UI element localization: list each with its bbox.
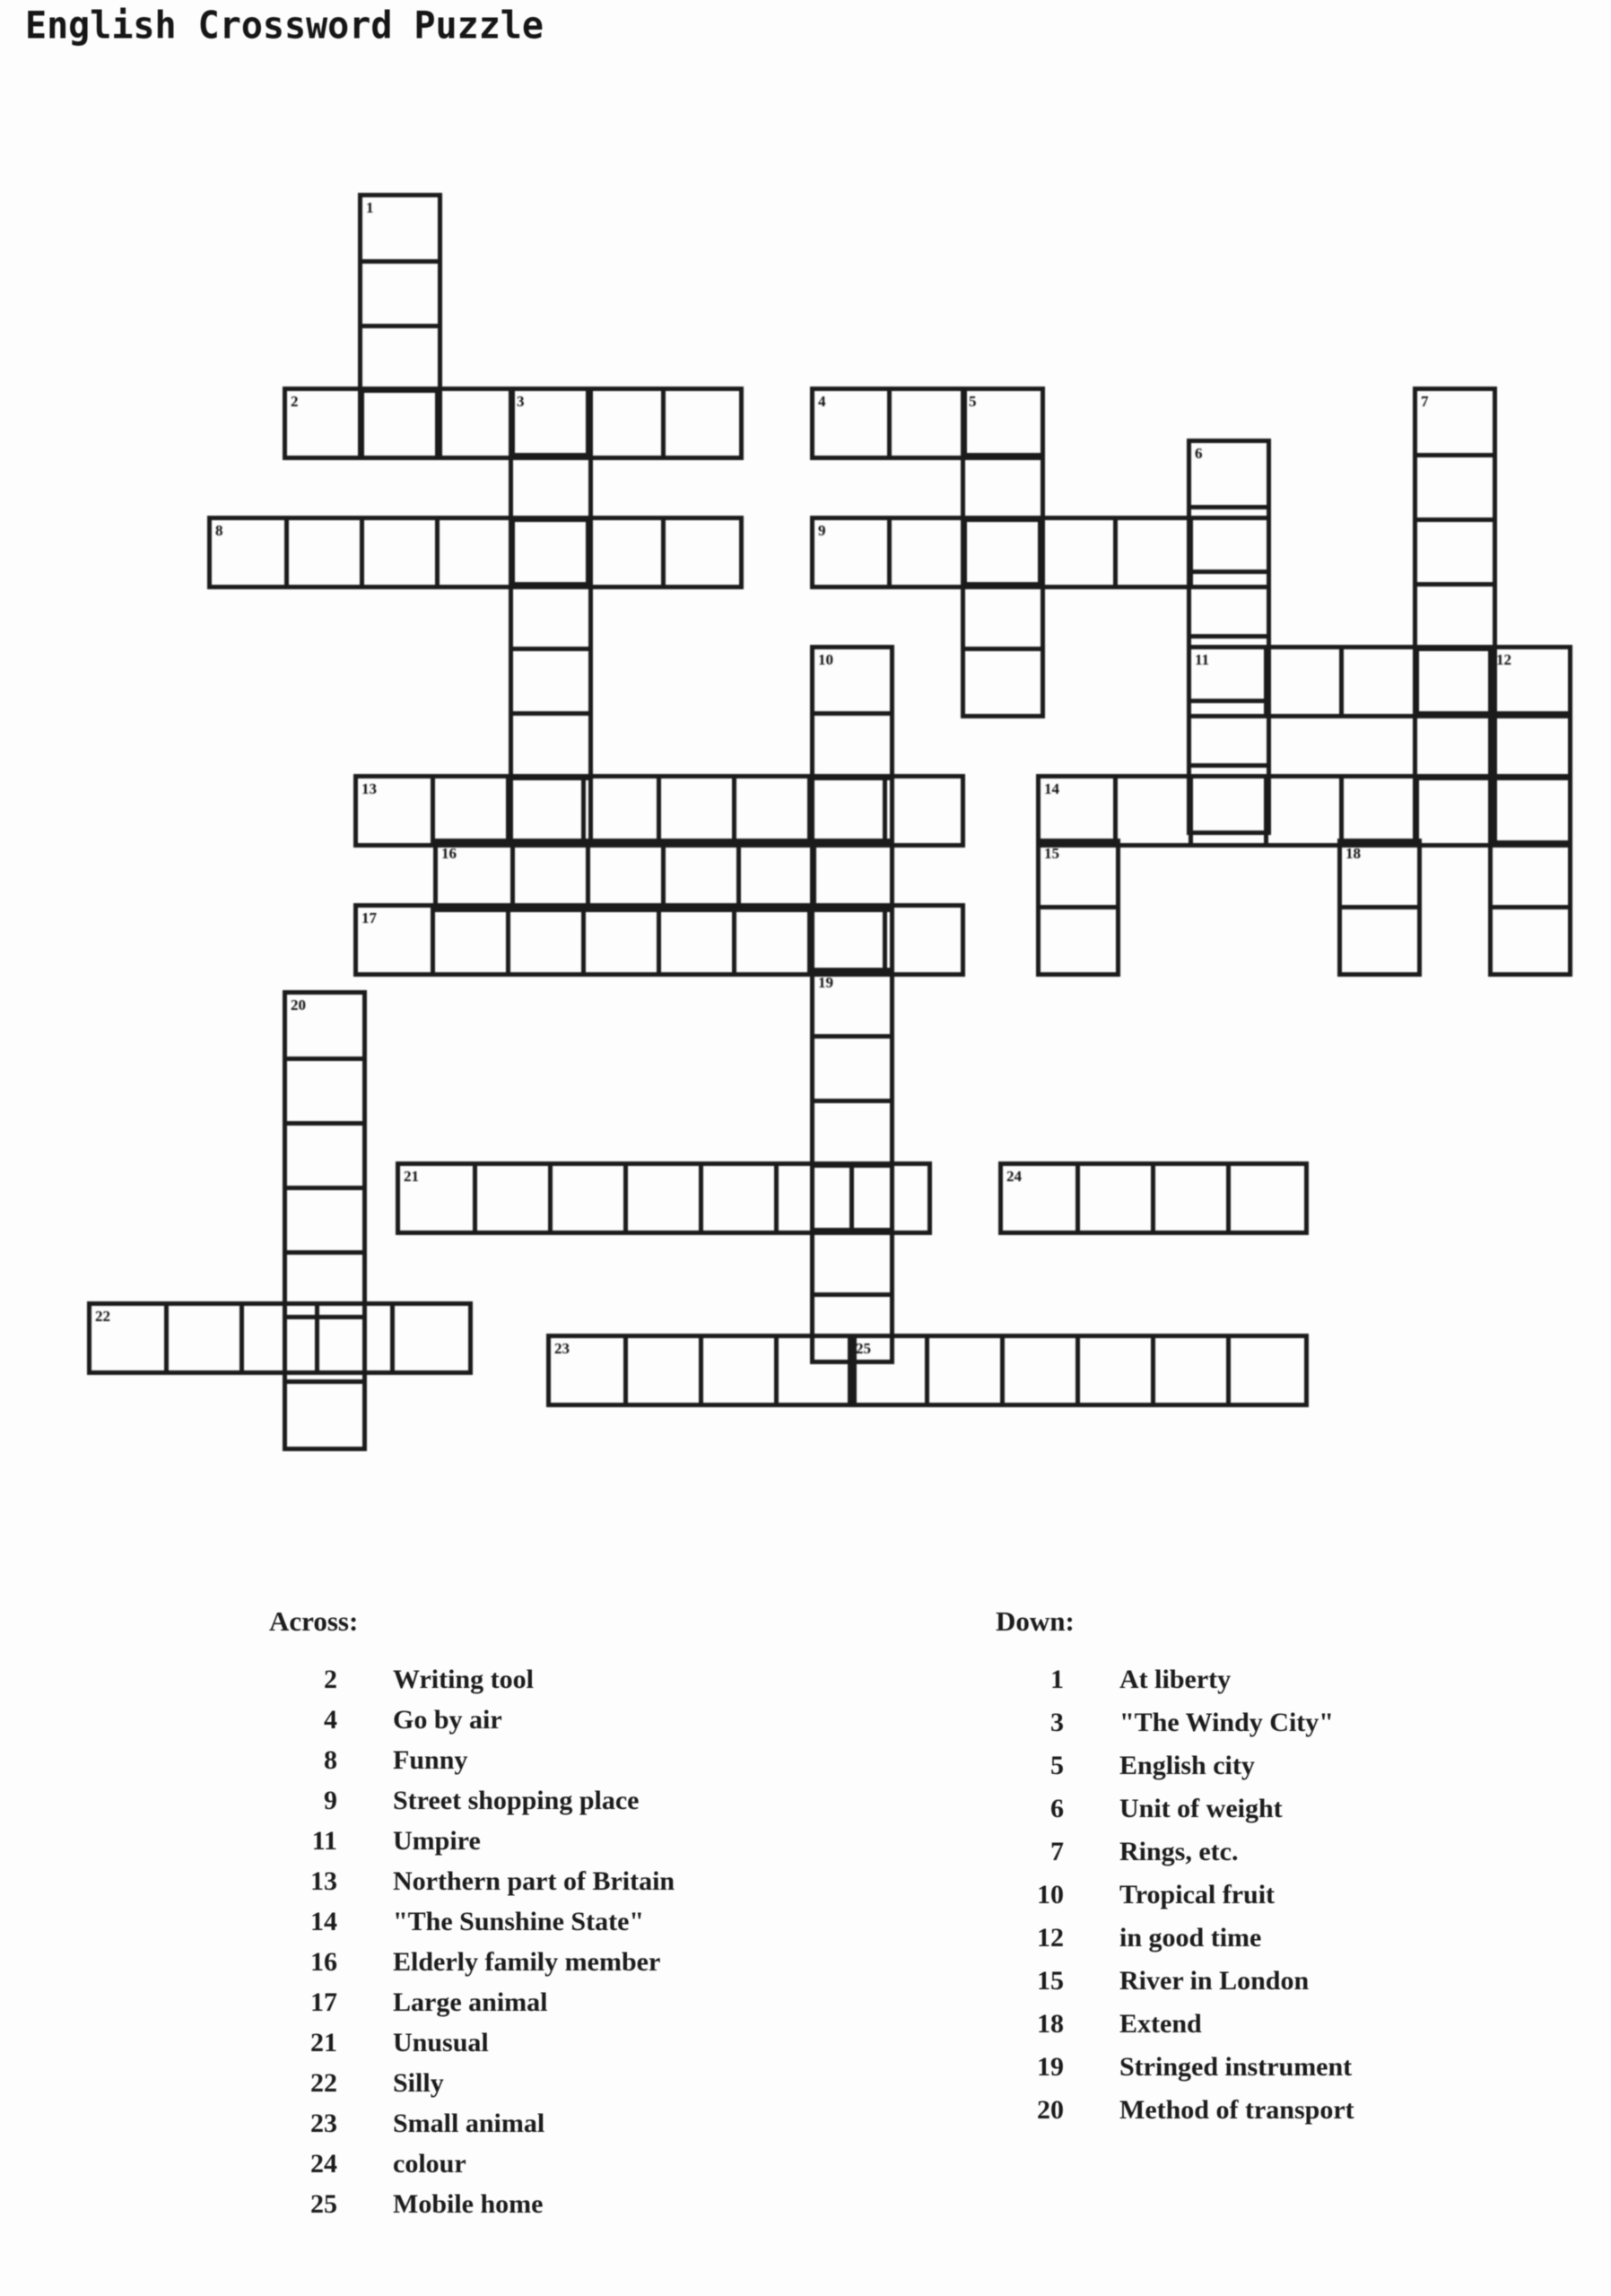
crossword-cell[interactable] [588,520,664,585]
crossword-cell[interactable] [362,391,438,456]
clue-item [269,1866,675,1907]
clue-item-text: Unit of weight [1119,1794,1283,1823]
crossword-cell[interactable] [1191,520,1267,585]
clue-item-number: 20 [1037,2095,1064,2125]
clue-item-text: "The Sunshine State" [393,1907,645,1936]
crossword-cell[interactable] [965,520,1041,585]
crossword-cell[interactable] [362,197,438,262]
clue-item-text: Go by air [393,1705,502,1735]
crossword-cell[interactable] [287,520,362,585]
grid-clue-number: 12 [1496,651,1511,668]
crossword-cell[interactable] [513,714,588,778]
crossword-cell[interactable] [1417,585,1493,649]
answer-run-16 [433,839,894,912]
clue-item [996,2009,1354,2052]
clue-item-number: 9 [324,1786,337,1815]
clue-item-number: 8 [324,1745,337,1775]
clue-item [996,2095,1354,2138]
crossword-cell[interactable] [885,778,961,843]
grid-clue-number: 23 [554,1340,570,1357]
clue-item [996,1751,1354,1794]
crossword-cell[interactable] [1267,649,1342,714]
across-clue-list [269,1665,675,2230]
clue-item-text: in good time [1119,1923,1262,1952]
clue-item [269,2068,675,2109]
clue-item [996,1665,1354,1708]
clue-item-text: Elderly family member [393,1947,661,1977]
crossword-cell[interactable] [212,520,287,585]
crossword-cell[interactable] [1229,1166,1304,1231]
clue-item-number: 25 [310,2189,337,2219]
grid-clue-number: 17 [361,909,377,926]
crossword-cell[interactable] [739,843,814,908]
clue-item [269,2109,675,2149]
grid-clue-number: 7 [1421,393,1429,410]
crossword-cell[interactable] [701,1338,777,1403]
clue-item-number: 6 [1050,1794,1064,1823]
clue-item [996,1880,1354,1923]
crossword-cell[interactable] [1417,520,1493,585]
clue-item-text: English city [1119,1751,1255,1780]
crossword-cell[interactable] [362,326,438,391]
crossword-cell[interactable] [1417,778,1493,843]
crossword-cell[interactable] [852,1166,927,1231]
clue-item-text: Method of transport [1119,2095,1354,2125]
clue-item-number: 24 [310,2149,337,2179]
clue-item-text: Extend [1119,2009,1202,2039]
crossword-cell[interactable] [814,520,890,585]
crossword-cell[interactable] [513,585,588,649]
crossword-cell[interactable] [1493,714,1568,778]
crossword-cell[interactable] [1191,443,1267,508]
crossword-cell[interactable] [1154,1338,1229,1403]
grid-clue-number: 11 [1195,651,1210,668]
grid-clue-number: 3 [517,393,525,410]
crossword-cell[interactable] [588,843,664,908]
clue-item [996,2052,1354,2095]
crossword-cell[interactable] [1041,908,1116,972]
crossword-cell[interactable] [814,1037,890,1101]
crossword-cell[interactable] [1267,778,1342,843]
crossword-cell[interactable] [659,778,735,843]
answer-run-8 [207,516,744,589]
clue-item-number: 10 [1037,1880,1064,1909]
clue-item [269,1705,675,1745]
crossword-cell[interactable] [965,391,1041,456]
clue-item-number: 19 [1037,2052,1064,2082]
answer-run-18 [1337,839,1422,977]
clue-item-number: 23 [310,2109,337,2138]
across-header: Across: [269,1605,359,1637]
crossword-cell[interactable] [1342,908,1417,972]
across-clues-section [269,1605,675,2230]
clue-item-text: Small animal [393,2109,545,2138]
clue-item [269,2189,675,2230]
clue-item [269,1665,675,1705]
grid-clue-number: 13 [361,780,377,797]
clue-item-number: 14 [310,1907,337,1936]
crossword-cell[interactable] [1342,778,1417,843]
crossword-cell[interactable] [626,1338,701,1403]
grid-clue-number: 21 [404,1168,419,1185]
grid-clue-number: 24 [1006,1168,1022,1185]
answer-run-21 [396,1161,932,1235]
crossword-cell[interactable] [1493,843,1568,908]
clue-item-text: Rings, etc. [1119,1837,1239,1866]
crossword-cell[interactable] [1417,456,1493,520]
crossword-cell[interactable] [890,391,965,456]
crossword-cell[interactable] [438,391,513,456]
grid-clue-number: 25 [856,1340,871,1357]
crossword-cell[interactable] [584,778,659,843]
crossword-cell[interactable] [362,520,438,585]
clue-item-text: Street shopping place [393,1786,640,1815]
crossword-cell[interactable] [701,1166,777,1231]
crossword-cell[interactable] [1078,1338,1154,1403]
clue-item-text: "The Windy City" [1119,1708,1334,1737]
crossword-cell[interactable] [513,843,588,908]
clue-item-text: Unusual [393,2028,489,2057]
answer-run-24 [998,1161,1309,1235]
clue-item-text: River in London [1119,1966,1310,1996]
clue-item [996,1708,1354,1751]
crossword-cell[interactable] [584,908,659,972]
down-clue-list [996,1665,1354,2138]
clue-item-number: 18 [1037,2009,1064,2039]
answer-run-22 [87,1301,473,1375]
grid-clue-number: 15 [1044,845,1059,862]
clue-item-number: 4 [324,1705,337,1735]
crossword-cell[interactable] [513,649,588,714]
crossword-cell[interactable] [475,1166,551,1231]
crossword-cell[interactable] [509,778,584,843]
clue-item-number: 5 [1050,1751,1064,1780]
answer-run-13 [353,774,965,848]
crossword-cell[interactable] [664,520,739,585]
answer-run-20 [283,990,367,1451]
crossword-cell[interactable] [393,1306,468,1370]
crossword-cell[interactable] [588,391,664,456]
crossword-cell[interactable] [513,456,588,520]
clue-item-text: Writing tool [393,1665,534,1694]
clue-item-text: Mobile home [393,2189,544,2219]
grid-clue-number: 6 [1195,445,1203,462]
crossword-cell[interactable] [659,908,735,972]
clue-item-text: Large animal [393,1987,548,2017]
grid-clue-number: 2 [291,393,299,410]
answer-run-23 [546,1334,857,1407]
grid-clue-number: 9 [818,522,826,539]
crossword-cell[interactable] [814,1101,890,1166]
clue-item-text: Stringed instrument [1119,2052,1353,2082]
crossword-cell[interactable] [1041,520,1116,585]
crossword-cell[interactable] [810,778,885,843]
clue-item [269,1947,675,1987]
grid-clue-number: 1 [366,199,374,216]
clue-item-number: 2 [324,1665,337,1694]
grid-clue-number: 22 [95,1308,110,1325]
crossword-cell[interactable] [814,843,890,908]
crossword-cell[interactable] [1116,778,1191,843]
crossword-cell[interactable] [513,391,588,456]
grid-clue-number: 8 [215,522,223,539]
crossword-cell[interactable] [810,908,885,972]
crossword-cell[interactable] [1417,714,1493,778]
grid-clue-number: 14 [1044,780,1059,797]
clue-item [996,1837,1354,1880]
answer-run-9 [810,516,1271,589]
crossword-cell[interactable] [1417,649,1493,714]
crossword-cell[interactable] [664,843,739,908]
crossword-cell[interactable] [1229,1338,1304,1403]
clue-item-number: 3 [1050,1708,1064,1737]
crossword-cell[interactable] [551,1166,626,1231]
clue-item-text: colour [393,2149,466,2179]
grid-clue-number: 4 [818,393,826,410]
clue-item-text: Tropical fruit [1119,1880,1276,1909]
clue-item [269,2028,675,2068]
clue-item [269,1826,675,1866]
crossword-cell[interactable] [1116,520,1191,585]
clue-item-number: 16 [310,1947,337,1977]
crossword-cell[interactable] [735,908,810,972]
crossword-cell[interactable] [965,649,1041,714]
clue-item-number: 15 [1037,1966,1064,1996]
crossword-cell[interactable] [777,1166,852,1231]
crossword-cell[interactable] [664,391,739,456]
crossword-cell[interactable] [814,714,890,778]
clue-item-text: Silly [393,2068,444,2098]
clue-item [996,1794,1354,1837]
crossword-cell[interactable] [287,1059,362,1124]
crossword-cell[interactable] [1154,1166,1229,1231]
crossword-cell[interactable] [318,1306,393,1370]
clue-item-text: Northern part of Britain [393,1866,675,1896]
clue-item [269,1786,675,1826]
clue-item-text: Funny [393,1745,468,1775]
crossword-cell[interactable] [1493,908,1568,972]
clue-item [269,1987,675,2028]
crossword-cell[interactable] [965,585,1041,649]
grid-clue-number: 5 [969,393,977,410]
clue-item [996,1966,1354,2009]
clue-item [996,1923,1354,1966]
crossword-cell[interactable] [242,1306,318,1370]
clue-item-number: 11 [311,1826,337,1856]
grid-clue-number: 18 [1345,845,1361,862]
clue-item-number: 12 [1037,1923,1064,1952]
crossword-cell[interactable] [287,391,362,456]
crossword-cell[interactable] [287,1188,362,1253]
crossword-cell[interactable] [433,778,509,843]
crossword-cell[interactable] [814,1231,890,1295]
page-title: English Crossword Puzzle [25,4,544,48]
grid-clue-number: 16 [441,845,457,862]
crossword-cell[interactable] [287,1382,362,1447]
crossword-cell[interactable] [890,520,965,585]
clue-item [269,2149,675,2189]
crossword-cell[interactable] [965,456,1041,520]
clue-item-number: 1 [1050,1665,1064,1694]
crossword-cell[interactable] [735,778,810,843]
down-clues-section [996,1605,1354,2138]
crossword-cell[interactable] [433,908,509,972]
crossword-cell[interactable] [927,1338,1003,1403]
crossword-cell[interactable] [885,908,961,972]
answer-run-17 [353,903,965,977]
clue-item-number: 7 [1050,1837,1064,1866]
clue-item [269,1907,675,1947]
crossword-cell[interactable] [509,908,584,972]
clue-item-number: 21 [310,2028,337,2057]
clue-item-number: 13 [310,1866,337,1896]
answer-run-14 [1036,774,1572,848]
crossword-cell[interactable] [1003,1338,1078,1403]
clue-item-text: At liberty [1119,1665,1232,1694]
grid-clue-number: 19 [818,974,833,991]
crossword-cell[interactable] [287,1124,362,1188]
crossword-cell[interactable] [362,262,438,326]
crossword-cell[interactable] [1078,1166,1154,1231]
crossword-cell[interactable] [1493,778,1568,843]
crossword-cell[interactable] [1191,778,1267,843]
down-header: Down: [996,1605,1075,1637]
crossword-cell[interactable] [513,520,588,585]
crossword-cell[interactable] [1342,649,1417,714]
clue-item-number: 17 [310,1987,337,2017]
clue-item-number: 22 [310,2068,337,2098]
grid-clue-number: 20 [291,996,306,1013]
answer-run-15 [1036,839,1120,977]
crossword-cell[interactable] [438,520,513,585]
grid-clue-number: 10 [818,651,833,668]
crossword-cell[interactable] [777,1338,852,1403]
crossword-cell[interactable] [626,1166,701,1231]
clue-item [269,1745,675,1786]
crossword-cell[interactable] [167,1306,242,1370]
answer-run-25 [848,1334,1309,1407]
clue-item-text: Umpire [393,1826,481,1856]
